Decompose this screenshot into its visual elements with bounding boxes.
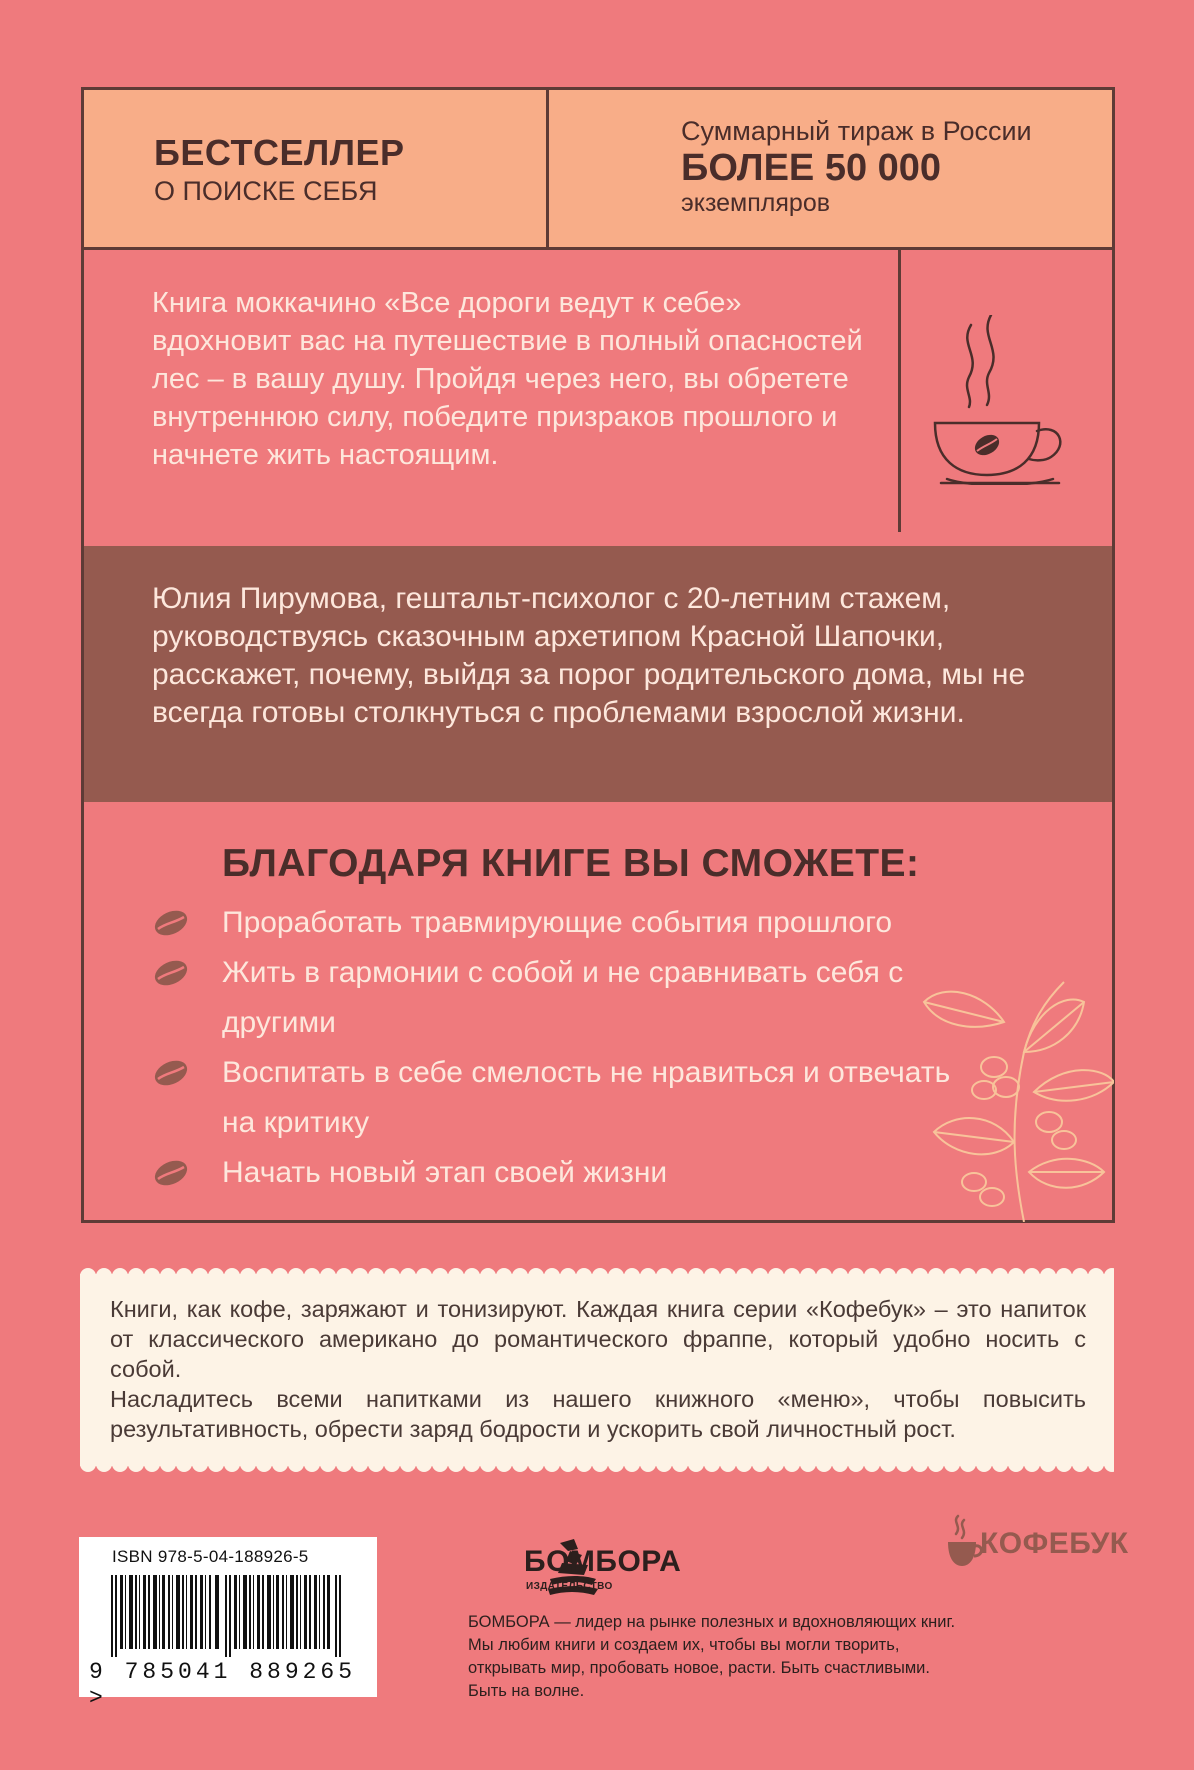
- coffee-bean-icon: [152, 909, 190, 937]
- benefits-section: [84, 802, 1112, 1220]
- coffee-cup-icon: [929, 315, 1079, 485]
- badges-divider: [546, 90, 549, 247]
- coffee-branch-illustration: [914, 972, 1114, 1222]
- benefits-list: [152, 898, 972, 1198]
- description-divider: [898, 250, 901, 532]
- benefit-text: Жить в гармонии с собой и не сравнивать себя с другими: [222, 956, 904, 1039]
- benefit-text: Начать новый этап своей жизни: [222, 1156, 668, 1189]
- benefit-item: [152, 1048, 972, 1148]
- coffee-bean-icon: [152, 959, 190, 987]
- series-note-paragraph: Книги, как кофе, заряжают и тонизируют. Каждая книга серии «Кофебук» – это напиток от классического американо до романтического фраппе, который удобно носить с собой.: [110, 1296, 1086, 1382]
- author-description: Юлия Пирумова, гештальт-психолог с 20-летним стажем, руководствуясь сказочным архетипом Красной Шапочки, расскажет, почему, выйдя за порог родительского дома, мы не всегда готовы столкнуться с проблемами взрослой жизни.: [152, 582, 1026, 729]
- barcode-block: [79, 1537, 377, 1711]
- publisher-subtitle: ИЗДАТЕЛЬСТВО: [526, 1581, 613, 1592]
- barcode-digits: 9 785041 889265 >: [89, 1659, 357, 1711]
- benefit-text: Проработать травмирующие события прошлого: [222, 906, 893, 939]
- benefits-title: БЛАГОДАРЯ КНИГЕ ВЫ СМОЖЕТЕ:: [222, 842, 920, 885]
- benefit-item: [152, 1148, 972, 1198]
- benefit-item: [152, 948, 972, 1048]
- description-row: [84, 250, 1112, 532]
- publisher-name: БОМБОРА: [524, 1545, 682, 1578]
- bestseller-badge: [154, 132, 405, 207]
- author-row: [84, 546, 1112, 802]
- isbn-number: ISBN 978-5-04-188926-5: [112, 1547, 309, 1566]
- circulation-number: БОЛЕЕ 50 000: [681, 147, 942, 189]
- circulation-unit: экземпляров: [681, 189, 830, 217]
- badges-row: [84, 90, 1112, 250]
- circulation-badge: [681, 116, 1032, 218]
- series-logo-name: КОФЕБУК: [980, 1527, 1129, 1560]
- bestseller-label: БЕСТСЕЛЛЕР: [154, 132, 405, 173]
- benefit-text: Воспитать в себе смелость не нравиться и отвечать на критику: [222, 1056, 951, 1139]
- benefit-item: [152, 898, 972, 948]
- bestseller-subtitle: О ПОИСКЕ СЕБЯ: [154, 176, 378, 206]
- series-note: [80, 1264, 1114, 1476]
- series-note-text: [110, 1294, 1086, 1444]
- content-frame: [81, 87, 1115, 1223]
- book-description: Книга моккачино «Все дороги ведут к себе» вдохновит вас на путешествие в полный опасностей лес – в вашу душу. Пройдя через него, вы обретете внутреннюю силу, победите призраков прошлого и начнете жить настоящим.: [152, 287, 863, 471]
- coffee-bean-icon: [152, 1059, 190, 1087]
- coffee-bean-icon: [152, 1159, 190, 1187]
- circulation-label: Суммарный тираж в России: [681, 116, 1032, 146]
- publisher-description: БОМБОРА — лидер на рынке полезных и вдохновляющих книг. Мы любим книги и создаем их, чтобы вы могли творить, открывать мир, пробовать новое, расти. Быть счастливыми. Быть на волне.: [468, 1613, 956, 1700]
- barcode-icon: [111, 1575, 351, 1657]
- series-note-paragraph: Насладитесь всеми напитками из нашего книжного «меню», чтобы повысить результативность, обрести заряд бодрости и ускорить свой личностный рост.: [110, 1386, 1086, 1442]
